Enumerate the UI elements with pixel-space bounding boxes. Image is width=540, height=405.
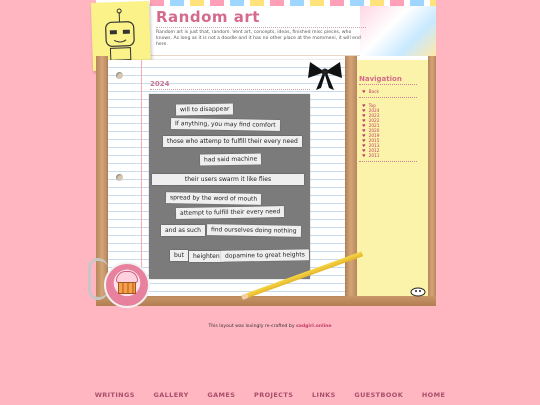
credit-text: This layout was lovingly re-crafted by bbox=[208, 324, 295, 329]
nav-writings[interactable]: WRITINGS bbox=[94, 391, 135, 399]
navigation-title: Navigation bbox=[359, 75, 402, 83]
nav-link-2019[interactable]: ♥ 2019 bbox=[362, 133, 380, 139]
nav-home[interactable]: HOME bbox=[421, 391, 446, 399]
nav-link-2023[interactable]: ♥ 2023 bbox=[362, 113, 380, 119]
nav-link-back[interactable]: ♥ Back bbox=[362, 89, 379, 95]
text-strip: If anything, you may find comfort bbox=[171, 118, 280, 131]
doodle-decoration bbox=[410, 285, 426, 297]
post-divider bbox=[150, 89, 310, 90]
nav-link-2024[interactable]: ♥ 2024 bbox=[362, 108, 380, 114]
text-strip: those who attemp to fulfill their every need bbox=[163, 136, 302, 147]
nav-gallery[interactable]: GALLERY bbox=[153, 391, 189, 399]
text-strip: find ourselves doing nothing bbox=[207, 224, 301, 237]
text-strip: but bbox=[170, 250, 188, 261]
navigation-divider bbox=[359, 84, 417, 85]
nav-link-top[interactable]: ♥ Top bbox=[362, 103, 376, 109]
text-strip: their users swarm it like flies bbox=[152, 174, 304, 185]
black-bow-decoration bbox=[306, 58, 344, 92]
cupcake-wrapper bbox=[118, 282, 136, 294]
footer-credit bbox=[0, 324, 540, 329]
nav-link-2022[interactable]: ♥ 2022 bbox=[362, 118, 380, 124]
bottom-navigation bbox=[0, 391, 540, 399]
nav-link-2012[interactable]: ♥ 2012 bbox=[362, 148, 380, 154]
nav-link-2015[interactable]: ♥ 2015 bbox=[362, 138, 380, 144]
header-illustration bbox=[360, 6, 436, 56]
post-heading: 2024 bbox=[150, 80, 170, 88]
text-strip: dopamine to great heights bbox=[221, 249, 309, 262]
nav-links[interactable]: LINKS bbox=[311, 391, 336, 399]
navigation-divider bbox=[359, 97, 417, 98]
nav-guestbook[interactable]: GUESTBOOK bbox=[354, 391, 404, 399]
binder-hole bbox=[116, 72, 123, 79]
nav-link-2020[interactable]: ♥ 2020 bbox=[362, 128, 380, 134]
text-strip: will to disappear bbox=[176, 103, 234, 115]
site-title: Random art bbox=[156, 8, 260, 26]
navigation-panel bbox=[357, 60, 428, 296]
text-strip: had said machine bbox=[200, 153, 261, 165]
nav-link-2021[interactable]: ♥ 2021 bbox=[362, 123, 380, 129]
nav-projects[interactable]: PROJECTS bbox=[254, 391, 294, 399]
nav-link-2011[interactable]: ♥ 2011 bbox=[362, 153, 380, 159]
text-strip: attempt to fulfill their every need bbox=[176, 206, 284, 219]
title-divider bbox=[156, 27, 366, 28]
site-intro: Random art is just that, random. Vent art, concepts, ideas, finished misc pieces, who knows. As long as it is not a doodle and it has no other place at the mommeni, it will end here. bbox=[156, 30, 361, 47]
text-strip: heighten bbox=[189, 251, 224, 262]
nav-games[interactable]: GAMES bbox=[207, 391, 236, 399]
wood-border-right bbox=[428, 56, 436, 306]
text-strip: and as such bbox=[161, 225, 205, 236]
navigation-divider bbox=[359, 161, 417, 162]
wood-border-bottom bbox=[96, 296, 436, 306]
text-strip: spread by the word of mouth bbox=[166, 192, 261, 205]
nav-link-2013[interactable]: ♥ 2013 bbox=[362, 143, 380, 149]
artwork-image bbox=[149, 94, 310, 279]
credit-link[interactable]: sadgirl.online bbox=[296, 324, 332, 329]
binder-hole bbox=[116, 174, 123, 181]
